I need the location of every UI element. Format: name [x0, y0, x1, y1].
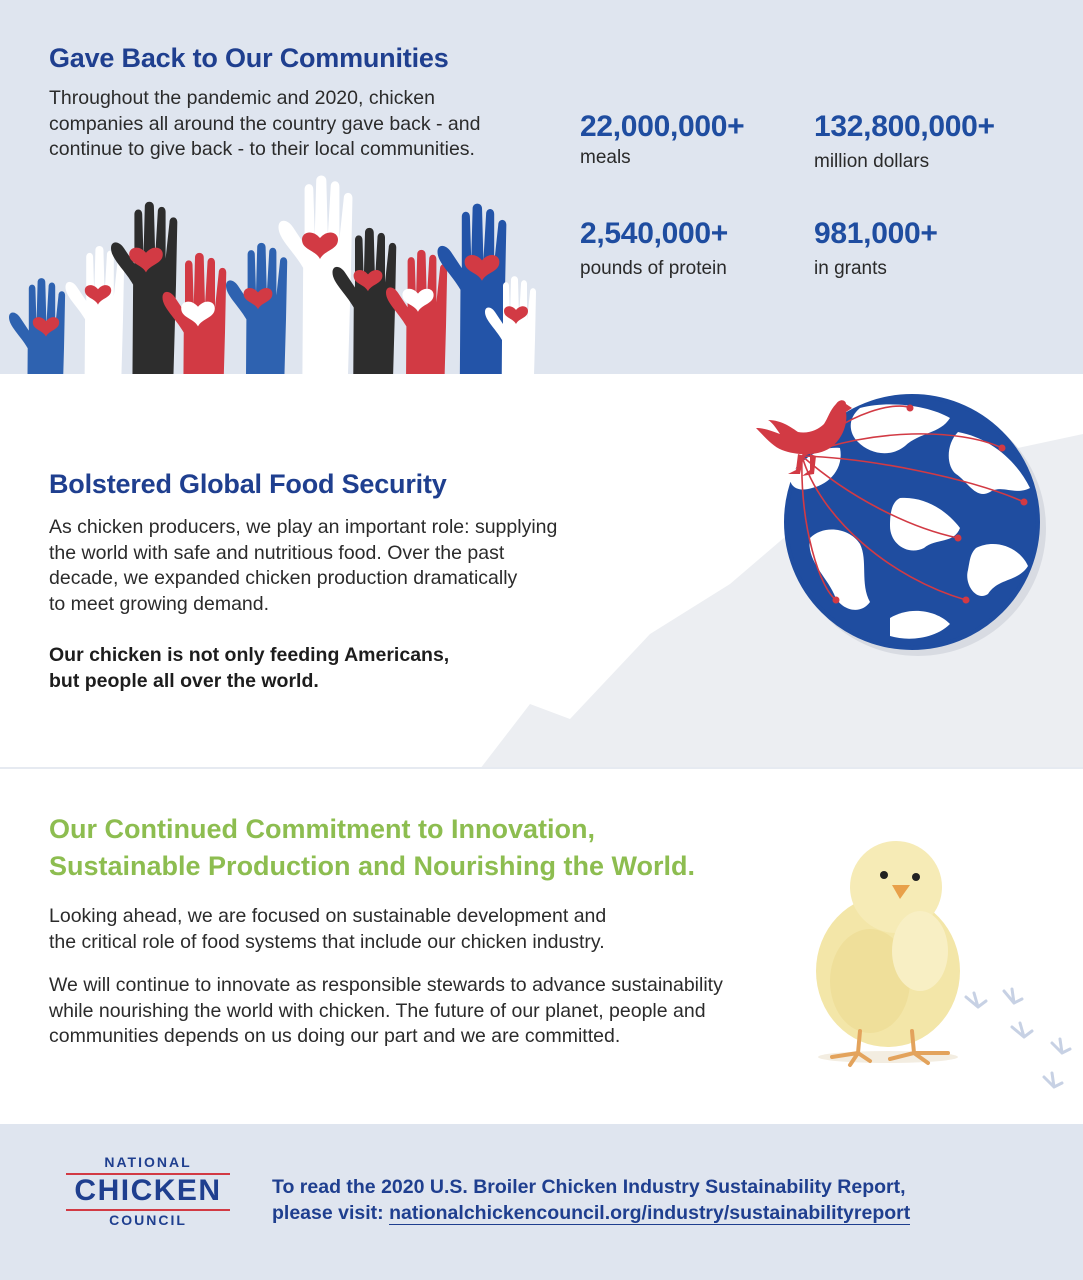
food-security-bold-statement: Our chicken is not only feeding Americans, but people all over the world. [49, 644, 450, 692]
footer-section [0, 1124, 1083, 1280]
raised-hands-illustration [0, 170, 560, 374]
stat-dollars-label: million dollars [814, 151, 930, 172]
communities-title: Gave Back to Our Communities [49, 43, 449, 73]
communities-section [0, 0, 1083, 374]
commitment-title: Our Continued Commitment to Innovation, Sustainable Production and Nourishing the World. [49, 814, 696, 881]
stat-meals-label: meals [580, 147, 631, 168]
sustainability-report-link[interactable]: nationalchickencouncil.org/industry/sustainabilityreport [389, 1202, 911, 1224]
commitment-section [0, 771, 1083, 1124]
food-security-title: Bolstered Global Food Security [49, 469, 447, 499]
stat-protein-label: pounds of protein [580, 258, 727, 279]
stat-protein-value: 2,540,000+ [580, 217, 728, 250]
stat-grants-label: in grants [814, 258, 887, 279]
footprints-icon [966, 989, 1070, 1087]
logo-rule-bottom [66, 1209, 230, 1211]
baby-chick-image [800, 831, 1083, 1121]
commitment-paragraph-2: We will continue to innovate as responsible stewards to advance sustainability while nourishing the world with chicken. The future of our planet, people and communities depends on us doing our part and we are committed. [49, 974, 723, 1047]
food-security-body: As chicken producers, we play an important role: supplying the world with safe and nutritious food. Over the past decade, we expanded chicken production dramatically to meet growing demand. [49, 516, 558, 615]
national-chicken-council-logo: NATIONAL CHICKEN COUNCIL [60, 1154, 236, 1226]
hand-blue-3 [438, 204, 507, 374]
hand-white-1 [66, 246, 125, 374]
food-security-section [0, 374, 1083, 769]
stat-dollars-value: 132,800,000+ [814, 110, 995, 143]
report-callout: To read the 2020 U.S. Broiler Chicken Industry Sustainability Report, please visit: nationalchickencouncil.org/industry/sustainabilityreport [272, 1176, 911, 1224]
hand-blue-2 [226, 243, 287, 374]
communities-body: Throughout the pandemic and 2020, chicken companies all around the country gave back - and continue to give back - to their local communities. [49, 87, 481, 160]
stat-meals-value: 22,000,000+ [580, 110, 745, 143]
commitment-paragraph-1: Looking ahead, we are focused on sustainable development and the critical role of food systems that include our chicken industry. [49, 905, 607, 953]
stat-grants-value: 981,000+ [814, 217, 938, 250]
globe-illustration [740, 388, 1060, 658]
